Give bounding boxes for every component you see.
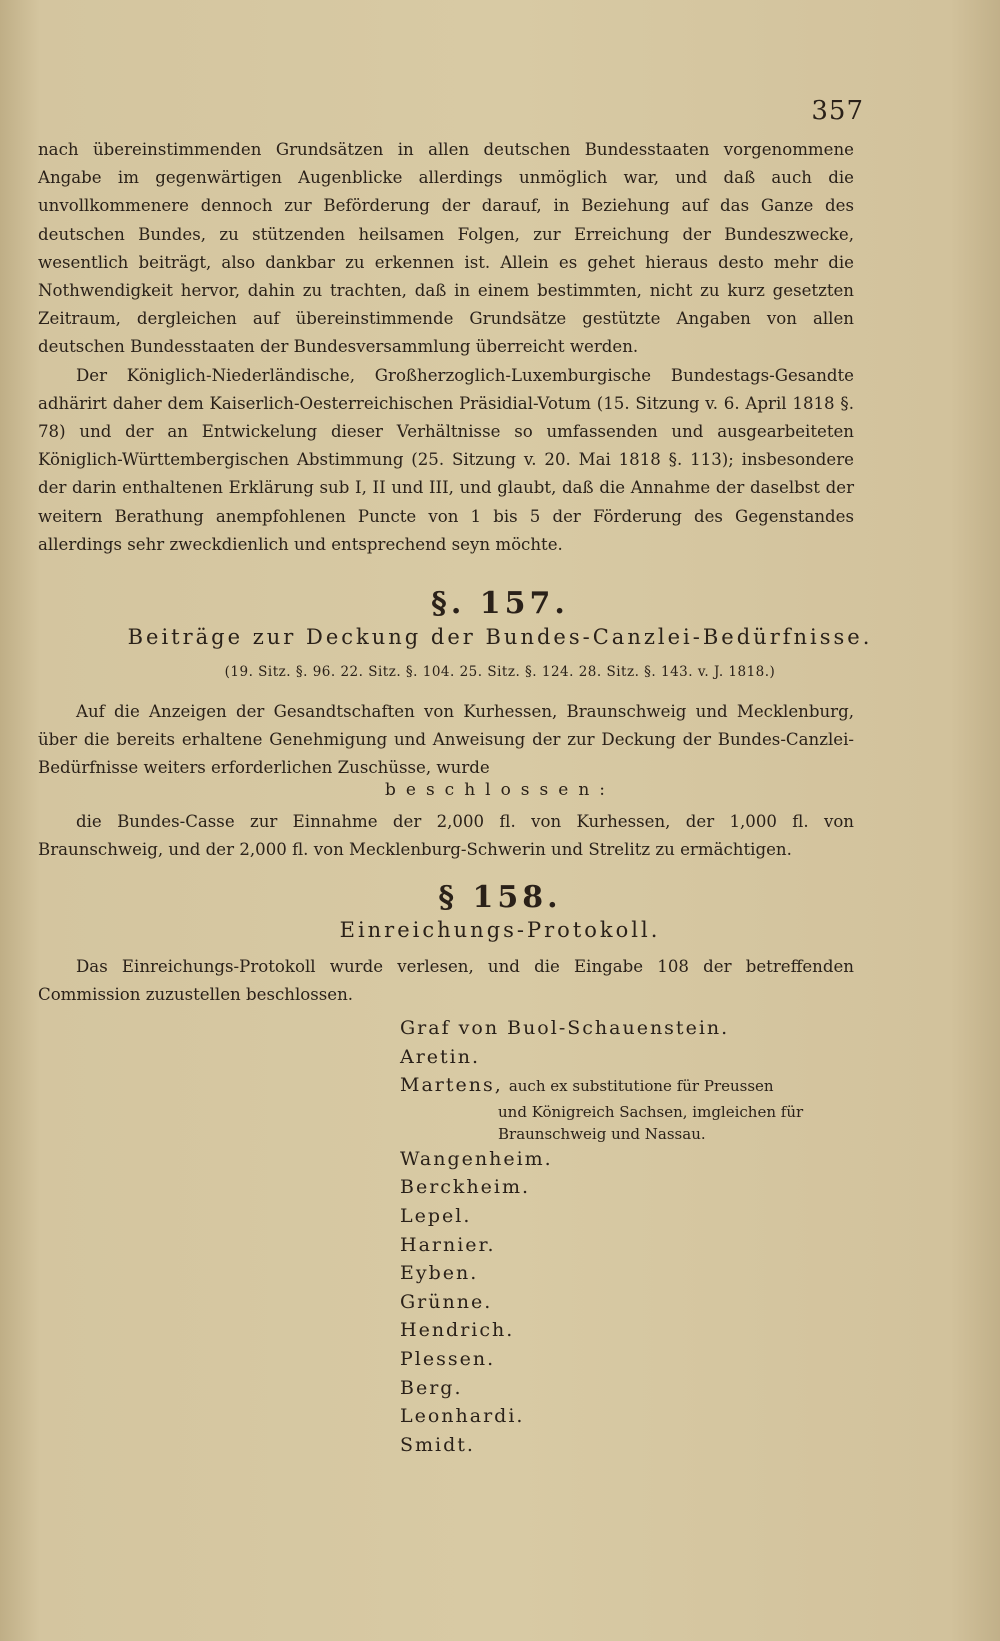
signature: Wangenheim. — [400, 1147, 553, 1170]
section-157-title: Beiträge zur Deckung der Bundes-Canzlei-Bedürfnisse. — [127, 625, 873, 649]
section-157-resolution: die Bundes-Casse zur Einnahme der 2,000 fl. von Kurhessen, der 1,000 fl. von Braunschweig, und der 2,000 fl. von Mecklenburg-Schwerin und Strelitz zu ermächtigen. — [38, 812, 854, 860]
section-158-title: Einreichungs-Protokoll. — [339, 918, 661, 942]
netherlands-vote-paragraph: Der Königlich-Niederländische, Großherzoglich-Luxemburgische Bundestags-Gesandte adhärirt daher dem Kaiserlich-Oesterreichischen Präsidial-Votum (15. Sitzung v. 6. April 1818 §. 78) und der an Entwickelung dieser Verhältnisse so umfassenden und ausgearbeiteten Königlich-Württembergischen Abstimmung (25. Sitzung v. 20. Mai 1818 §. 113); insbesondere der darin enthaltenen Erklärung sub I, II und III, und glaubt, daß die Annahme der daselbst der weitern Berathung anempfohlenen Puncte von 1 bis 5 der Förderung des Gegenstandes allerdings sehr zweckdienlich und entsprechend seyn möchte. — [38, 365, 854, 554]
section-157-decision: beschlossen: — [385, 780, 615, 800]
signature-list — [400, 1014, 880, 1459]
section-157-body — [38, 698, 854, 783]
section-158-text: Das Einreichungs-Protokoll wurde verlesen, und die Eingabe 108 der betreffenden Commission zuzustellen beschlossen. — [38, 957, 854, 1005]
signature: Grünne. — [400, 1290, 493, 1313]
signature: Smidt. — [400, 1433, 475, 1456]
signature: Eyben. — [400, 1262, 479, 1285]
signature-name: Martens, — [400, 1074, 503, 1097]
signature: Berckheim. — [400, 1176, 531, 1199]
top-text-block — [38, 136, 854, 559]
signature: Aretin. — [400, 1045, 481, 1068]
signature: Berg. — [400, 1376, 463, 1399]
section-158-body — [38, 953, 854, 1009]
section-157-resolution-block — [38, 808, 854, 864]
signature-with-note — [400, 1071, 880, 1101]
signature: Graf von Buol-Schauenstein. — [400, 1017, 730, 1039]
signature-note-continued: und Königreich Sachsen, imgleichen für Braunschweig und Nassau. — [498, 1102, 804, 1143]
section-158-number: § 158. — [438, 880, 562, 915]
signature: Leonhardi. — [400, 1405, 525, 1428]
section-157-number: §. 157. — [431, 586, 569, 621]
signature: Harnier. — [400, 1233, 496, 1256]
page-number: 357 — [811, 96, 864, 126]
signature: Hendrich. — [400, 1319, 515, 1342]
signature: Lepel. — [400, 1204, 472, 1227]
section-157-references: (19. Sitz. §. 96. 22. Sitz. §. 104. 25. Sitz. §. 124. 28. Sitz. §. 143. v. J. 1818.) — [224, 664, 776, 680]
continued-paragraph: nach übereinstimmenden Grundsätzen in allen deutschen Bundesstaaten vorgenommene Angabe im gegenwärtigen Augenblicke allerdings unmöglich war, und daß auch die unvollkommenere dennoch zur Beförderung der darauf, in Beziehung auf das Ganze des deutschen Bundes, zu stützenden heilsamen Folgen, zur Erreichung der Bundeszwecke, wesentlich beiträgt, also dankbar zu erkennen ist. Allein es gehet hieraus desto mehr die Nothwendigkeit hervor, dahin zu trachten, daß in einem bestimmten, nicht zu kurz gesetzten Zeitraum, dergleichen auf übereinstimmende Grundsätze gestützte Angaben von allen deutschen Bundesstaaten der Bundesversammlung überreicht werden. — [38, 140, 854, 357]
section-157-text: Auf die Anzeigen der Gesandtschaften von Kurhessen, Braunschweig und Mecklenburg, über die bereits erhaltene Genehmigung und Anweisung der zur Deckung der Bundes-Canzlei-Bedürfnisse weiters erforderlichen Zuschüsse, wurde — [38, 702, 854, 778]
signature-note: auch ex substitutione für Preussen — [508, 1077, 774, 1096]
signature: Plessen. — [400, 1347, 496, 1370]
